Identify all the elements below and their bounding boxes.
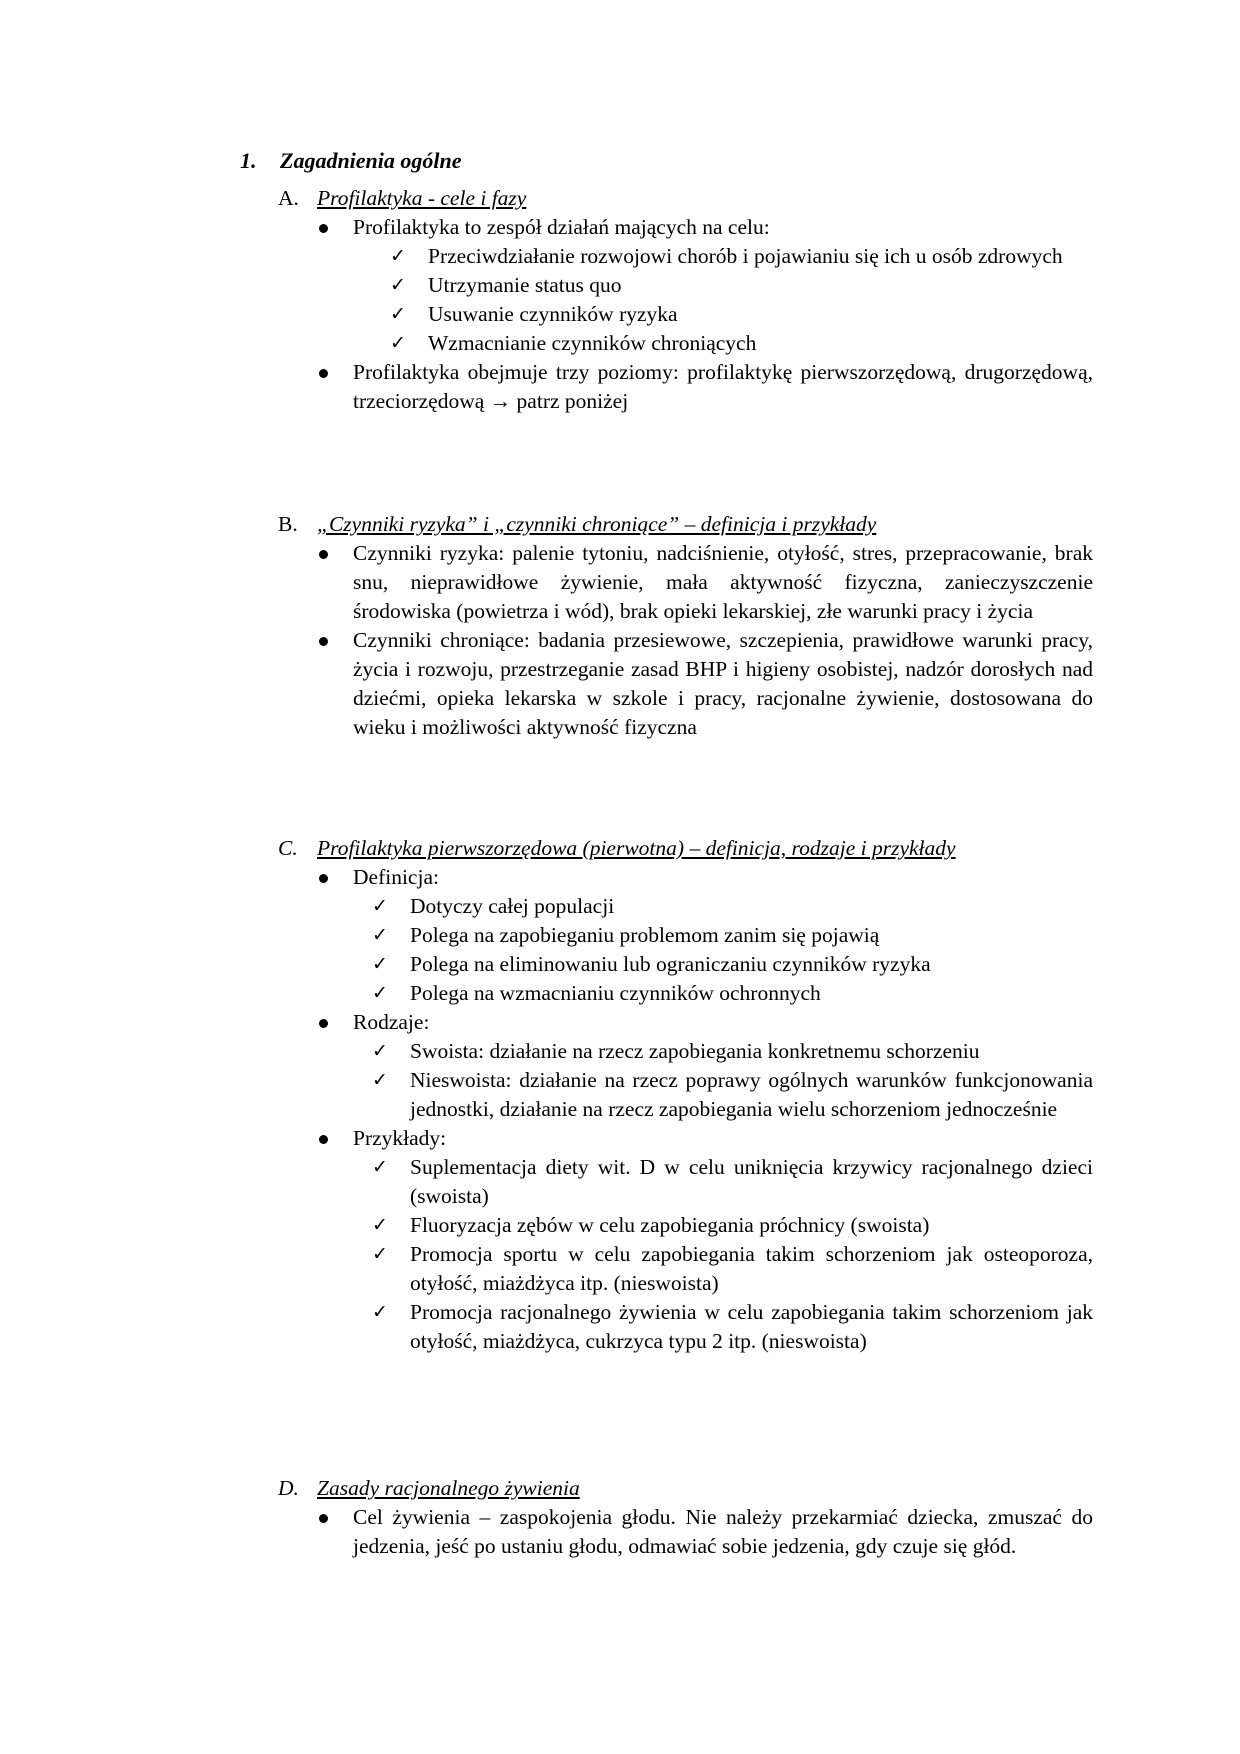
bullet-list [278,863,1093,1356]
bullet-text: Przykłady: [353,1126,447,1150]
check-item: ✓ Suplementacja diety wit. D w celu uniknięcia krzywicy racjonalnego dzieci (swoista) [372,1155,1093,1208]
bullet-text: Profilaktyka to zespół działań mających na celu: [353,215,770,239]
list-item [278,1503,1093,1561]
check-icon: ✓ [390,303,406,325]
check-list [353,1037,1093,1124]
bullet-text: Czynniki ryzyka: palenie tytoniu, nadciśnienie, otyłość, stres, przepracowanie, brak snu, nieprawidłowe żywienie, mała aktywność fizyczna, zanieczyszczenie środowiska (powietrza i wód), brak opieki lekarskiej, złe warunki pracy i życia [353,541,1093,623]
check-icon: ✓ [372,1214,388,1236]
check-icon: ✓ [390,332,406,354]
bullet-list [278,213,1093,416]
section-heading [278,834,1093,863]
bullet-text: Definicja: [353,865,439,889]
check-list [353,892,1093,1008]
section-letter: C. [278,836,298,860]
section-title: Profilaktyka - cele i fazy [317,186,527,210]
section-heading [278,184,1093,213]
main-heading [240,146,462,175]
check-icon: ✓ [372,1069,388,1091]
check-item: ✓ Promocja sportu w celu zapobiegania takim schorzeniom jak osteoporoza, otyłość, miażdżyca itp. (nieswoista) [372,1242,1093,1295]
list-item [278,358,1093,416]
check-item: ✓ Swoista: działanie na rzecz zapobiegania konkretnemu schorzeniu [278,1037,1093,1066]
check-item: ✓ Dotyczy całej populacji [278,892,1093,921]
section-a [278,184,1093,416]
check-item: ✓ Polega na eliminowaniu lub ograniczaniu czynników ryzyka [278,950,1093,979]
list-item [278,1008,1093,1124]
check-icon: ✓ [372,1301,388,1323]
bullet-list [278,1503,1093,1561]
check-icon: ✓ [372,1040,388,1062]
section-title: „Czynniki ryzyka” i „czynniki chroniące” – definicja i przykłady [317,512,877,536]
check-list [353,242,1093,358]
check-item: ✓ Polega na wzmacnianiu czynników ochronnych [278,979,1093,1008]
bullet-text: Profilaktyka obejmuje trzy poziomy: profilaktykę pierwszorzędową, drugorzędową, trzeciorzędową → patrz poniżej [353,360,1093,413]
bullet-text: Czynniki chroniące: badania przesiewowe, szczepienia, prawidłowe warunki pracy, życia i rozwoju, przestrzeganie zasad BHP i higieny osobistej, nadzór dorosłych nad dziećmi, opieka lekarska w szkole i pracy, racjonalne żywienie, dostosowana do wieku i możliwości aktywność fizyczna [353,628,1093,739]
check-icon: ✓ [390,245,406,267]
bullet-list [278,539,1093,742]
section-letter: D. [278,1476,299,1500]
check-icon: ✓ [390,274,406,296]
bullet-text: Rodzaje: [353,1010,430,1034]
check-item: ✓ Utrzymanie status quo [278,271,1093,300]
check-item: ✓ Polega na zapobieganiu problemom zanim się pojawią [278,921,1093,950]
list-item [278,539,1093,626]
heading-number: 1. [240,148,257,173]
section-heading [278,1474,1093,1503]
check-item: ✓ Promocja racjonalnego żywienia w celu zapobiegania takim schorzeniom jak otyłość, miażdżyca, cukrzyca typu 2 itp. (nieswoista) [372,1300,1093,1353]
bullet-text: Cel żywienia – zaspokojenia głodu. Nie należy przekarmiać dziecka, zmuszać do jedzenia, jeść po ustaniu głodu, odmawiać sobie jedzenia, gdy czuje się głód. [353,1505,1093,1558]
check-list [353,1153,1093,1356]
check-icon: ✓ [372,953,388,975]
section-c [278,834,1093,1356]
check-item: ✓ Fluoryzacja zębów w celu zapobiegania próchnicy (swoista) [278,1211,1093,1240]
section-title: Profilaktyka pierwszorzędowa (pierwotna) – definicja, rodzaje i przykłady [317,836,956,860]
section-d [278,1474,1093,1561]
section-letter: B. [278,512,298,536]
check-item: ✓ Wzmacnianie czynników chroniących [278,329,1093,358]
check-item: ✓ Przeciwdziałanie rozwojowi chorób i pojawianiu się ich u osób zdrowych [278,242,1093,271]
section-title: Zasady racjonalnego żywienia [317,1476,580,1500]
check-item: ✓ Nieswoista: działanie na rzecz poprawy ogólnych warunków funkcjonowania jednostki, działanie na rzecz zapobiegania wielu schorzeniom jednocześnie [372,1068,1093,1121]
section-letter: A. [278,186,299,210]
section-heading [278,510,1093,539]
check-icon: ✓ [372,1243,388,1265]
check-item: ✓ Usuwanie czynników ryzyka [278,300,1093,329]
list-item [278,863,1093,1008]
check-icon: ✓ [372,982,388,1004]
check-icon: ✓ [372,924,388,946]
heading-title: Zagadnienia ogólne [280,148,462,173]
check-icon: ✓ [372,1156,388,1178]
section-b [278,510,1093,742]
list-item [278,213,1093,358]
list-item [278,626,1093,742]
check-icon: ✓ [372,895,388,917]
list-item [278,1124,1093,1356]
